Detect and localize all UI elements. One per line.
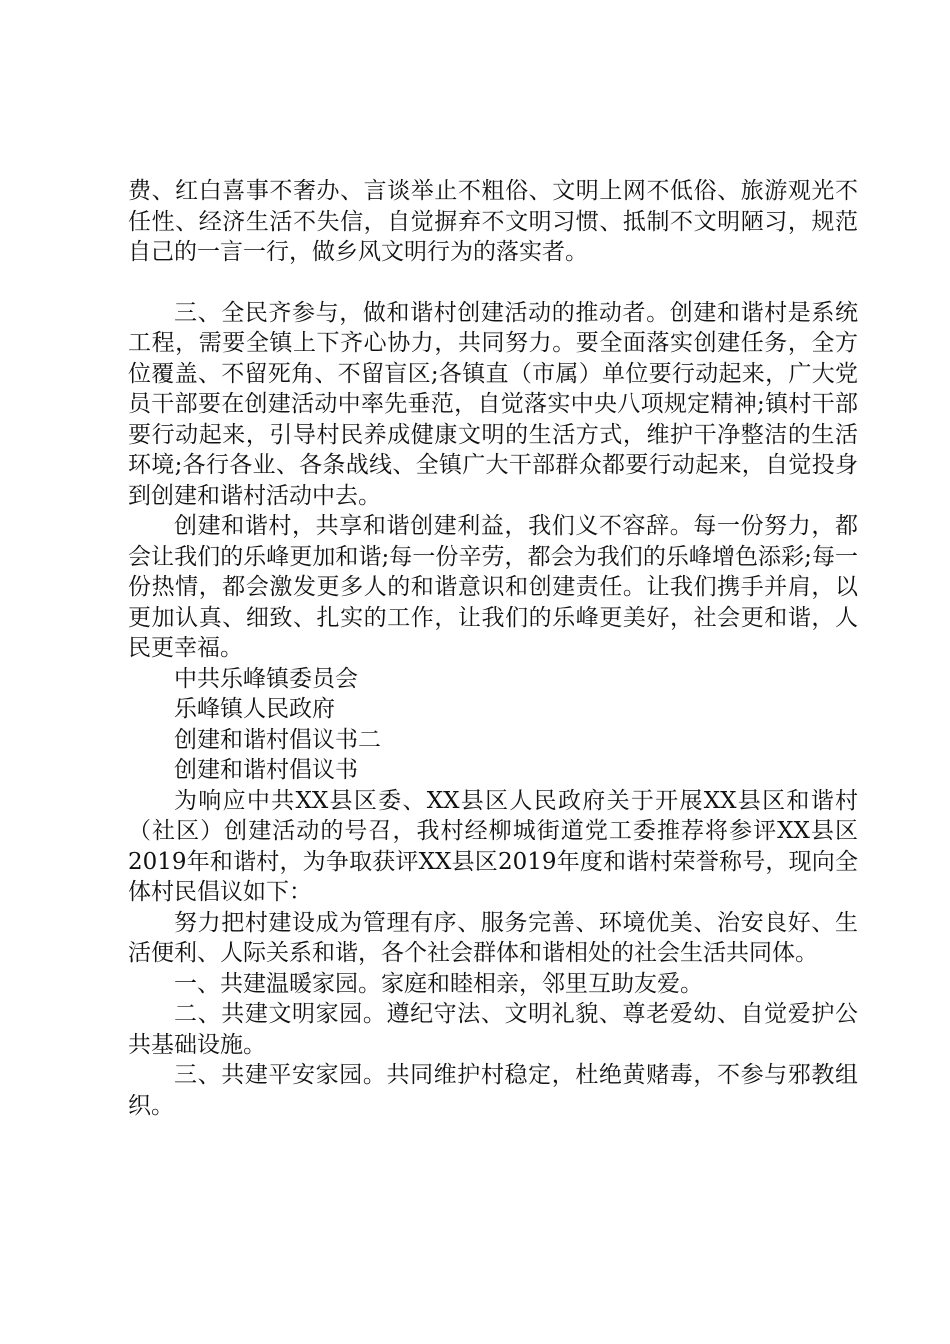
paragraph-section-three: 三、全民齐参与，做和谐村创建活动的推动者。创建和谐村是系统工程，需要全镇上下齐心协力，共同努力。要全面落实创建任务，全方位覆盖、不留死角、不留盲区;各镇直（市属）单位要行动起来，广大党员干部要在创建活动中率先垂范，自觉落实中央八项规定精神;镇村干部要行动起来，引导村民养成健康文明的生活方式，维护干净整洁的生活环境;各行各业、各条战线、全镇广大干部群众都要行动起来，自觉投身到创建和谐村活动中去。 bbox=[128, 299, 858, 509]
paragraph-continuation: 费、红白喜事不奢办、言谈举止不粗俗、文明上网不低俗、旅游观光不任性、经济生活不失信，自觉摒弃不文明习惯、抵制不文明陋习，规范自己的一言一行，做乡风文明行为的落实者。 bbox=[128, 178, 858, 265]
document-title: 创建和谐村倡议书 bbox=[174, 757, 358, 783]
paragraph-intro: 为响应中共XX县区委、XX县区人民政府关于开展XX县区和谐村（社区）创建活动的号召，我村经柳城街道党工委推荐将参评XX县区2019年和谐村，为争取获评XX县区2019年度和谐村荣誉称号，现向全体村民倡议如下： bbox=[128, 787, 858, 905]
paragraph-goal: 努力把村建设成为管理有序、服务完善、环境优美、治安良好、生活便利、人际关系和谐，各个社会群体和谐相处的社会生活共同体。 bbox=[128, 909, 858, 966]
signature-party-committee: 中共乐峰镇委员会 bbox=[174, 665, 358, 692]
list-item-civilized-home: 二、共建文明家园。遵纪守法、文明礼貌、尊老爱幼、自觉爱护公共基础设施。 bbox=[128, 1001, 858, 1058]
signature-government: 乐峰镇人民政府 bbox=[174, 696, 335, 722]
paragraph-closing: 创建和谐村，共享和谐创建利益，我们义不容辞。每一份努力，都会让我们的乐峰更加和谐;每一份辛劳，都会为我们的乐峰增色添彩;每一份热情，都会激发更多人的和谐意识和创建责任。让我们携手并肩，以更加认真、细致、扎实的工作，让我们的乐峰更美好，社会更和谐，人民更幸福。 bbox=[128, 513, 858, 661]
section-heading-two: 创建和谐村倡议书二 bbox=[174, 726, 381, 753]
document-body bbox=[128, 176, 858, 1121]
list-item-safe-home: 三、共建平安家园。共同维护村稳定，杜绝黄赌毒，不参与邪教组织。 bbox=[128, 1062, 858, 1119]
list-item-warm-home: 一、共建温暖家园。家庭和睦相亲，邻里互助友爱。 bbox=[174, 970, 703, 997]
